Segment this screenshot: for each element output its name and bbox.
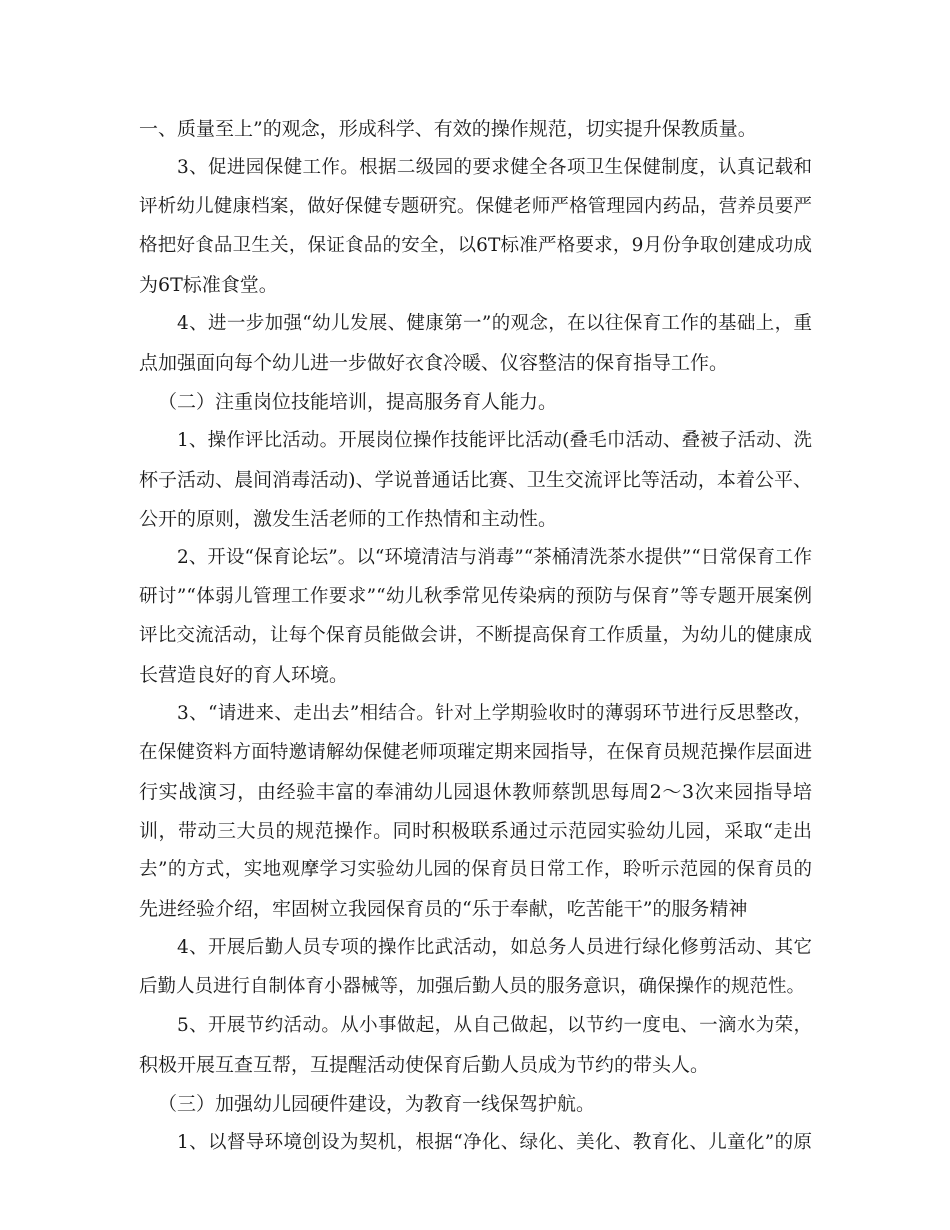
text-line: 评析幼儿健康档案，做好保健专题研究。保健老师严格管理园内药品，营养员要严 bbox=[139, 196, 812, 217]
text-line: 为6T标准食堂。 bbox=[139, 274, 278, 296]
text-line: 杯子活动、晨间消毒活动)、学说普通话比赛、卫生交流评比等活动，本着公平、 bbox=[139, 469, 812, 491]
text-line: 先进经验介绍，牢固树立我园保育员的“乐于奉献，吃苦能干”的服务精神 bbox=[139, 898, 748, 920]
text-line: 3、促进园保健工作。根据二级园的要求健全各项卫生保健制度，认真记载和 bbox=[177, 157, 812, 178]
text-line: 4、进一步加强“幼儿发展、健康第一”的观念，在以往保育工作的基础上，重 bbox=[177, 313, 812, 334]
text-line: 1、以督导环境创设为契机，根据“净化、绿化、美化、教育化、儿童化”的原 bbox=[177, 1132, 812, 1153]
text-line: 一、质量至上”的观念，形成科学、有效的操作规范，切实提升保教质量。 bbox=[139, 118, 757, 140]
text-line: 后勤人员进行自制体育小器械等，加强后勤人员的服务意识，确保操作的规范性。 bbox=[139, 976, 806, 997]
text-line: 在保健资料方面特邀请解幼保健老师项璀定期来园指导，在保育员规范操作层面进 bbox=[139, 742, 812, 763]
text-line: 去”的方式，实地观摩学习实验幼儿园的保育员日常工作，聆听示范园的保育员的 bbox=[139, 859, 812, 880]
section-heading: （二）注重岗位技能培训，提高服务育人能力。 bbox=[158, 391, 558, 413]
text-line: 4、开展后勤人员专项的操作比武活动，如总务人员进行绿化修剪活动、其它 bbox=[177, 937, 812, 958]
text-line: 1、操作评比活动。开展岗位操作技能评比活动(叠毛巾活动、叠被子活动、洗 bbox=[177, 430, 812, 451]
text-line: 2、开设“保育论坛”。以“环境清洁与消毒”“茶桶清洗茶水提供”“日常保育工作 bbox=[177, 547, 812, 568]
text-line: 3、“请进来、走出去”相结合。针对上学期验收时的薄弱环节进行反思整改， bbox=[177, 703, 812, 724]
text-line: 评比交流活动，让每个保育员能做会讲，不断提高保育工作质量，为幼儿的健康成 bbox=[139, 625, 812, 646]
section-heading: （三）加强幼儿园硬件建设，为教育一线保驾护航。 bbox=[158, 1093, 596, 1115]
text-line: 点加强面向每个幼儿进一步做好衣食冷暖、仪容整洁的保育指导工作。 bbox=[139, 352, 729, 374]
text-line: 研讨”“体弱儿管理工作要求”“幼儿秋季常见传染病的预防与保育”等专题开展案例 bbox=[139, 586, 812, 607]
text-line: 格把好食品卫生关，保证食品的安全，以6T标准严格要求，9月份争取创建成功成 bbox=[139, 235, 812, 256]
text-line: 行实战演习，由经验丰富的奉浦幼儿园退休教师蔡凯思每周2～3次来园指导培 bbox=[139, 781, 812, 803]
text-line: 训，带动三大员的规范操作。同时积极联系通过示范园实验幼儿园，采取“走出 bbox=[139, 820, 812, 842]
text-line: 5、开展节约活动。从小事做起，从自己做起，以节约一度电、一滴水为荣， bbox=[177, 1015, 812, 1036]
text-line: 公开的原则，激发生活老师的工作热情和主动性。 bbox=[139, 508, 558, 530]
text-line: 积极开展互查互帮，互提醒活动使保育后勤人员成为节约的带头人。 bbox=[139, 1054, 710, 1076]
text-line: 长营造良好的育人环境。 bbox=[139, 664, 349, 686]
